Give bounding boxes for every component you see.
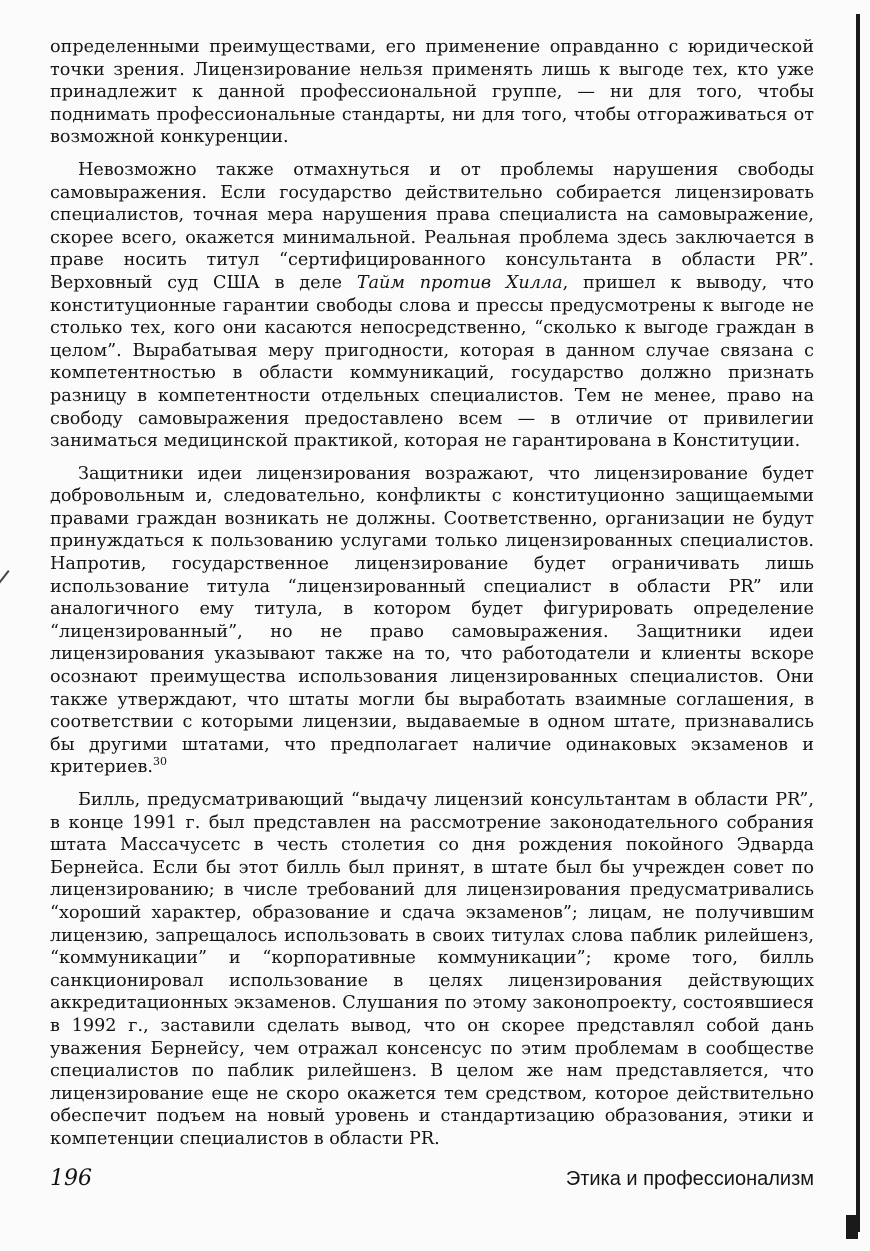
case-name-italic: Тайм против Хилла bbox=[356, 272, 563, 293]
footnote-marker: 30 bbox=[153, 755, 168, 769]
running-title: Этика и профессионализм bbox=[565, 1168, 814, 1190]
page-footer bbox=[50, 1166, 814, 1196]
paragraph-2 bbox=[50, 159, 814, 453]
margin-pencil-mark bbox=[0, 570, 10, 603]
paragraph-4: Билль, предусматривающий “выдачу лицензий консультантам в области PR”, в конце 1991 г. был представлен на рассмотрение законодательного собрания штата Массачусетс в честь столетия со дня рождения покойного Эдварда Бернейса. Если бы этот билль был принят, в штате был бы учрежден совет по лицензированию; в числе требований для лицензирования предусматривались “хороший характер, образование и сдача экзаменов”; лицам, не получившим лицензию, запрещалось использовать в своих титулах слова паблик рилейшенз, “коммуникации” и “корпоративные коммуникации”; кроме того, билль санкционировал использование в целях лицензирования действующих аккредитационных экзаменов. Слушания по этому законопроекту, состоявшиеся в 1992 г., заставили сделать вывод, что он скорее представлял собой дань уважения Бернейсу, чем отражал консенсус по этим проблемам в сообществе специалистов по паблик рилейшенз. В целом же нам представляется, что лицензирование еще не скоро окажется тем средством, которое действительно обеспечит подъем на новый уровень и стандартизацию образования, этики и компетенции специалистов в области PR. bbox=[50, 790, 814, 1149]
body-text bbox=[50, 36, 814, 1161]
paragraph-1: определенными преимуществами, его применение оправданно с юридической точки зрения. Лицензирование нельзя применять лишь к выгоде тех, кто уже принадлежит к данной профессиональной группе, — ни для того, чтобы поднимать профессиональные стандарты, ни для того, чтобы отгораживаться от возможной конкуренции. bbox=[50, 37, 814, 148]
paragraph-3 bbox=[50, 463, 814, 779]
paragraph-3-text: Защитники идеи лицензирования возражают, что лицензирование будет добровольным и, следовательно, конфликты с конституционно защищаемыми правами граждан возникать не должны. Соответственно, организации не будут принуждаться к пользованию услугами только лицензированных специалистов. Напротив, государственное лицензирование будет ограничивать лишь использование титула “лицензированный специалист в области PR” или аналогичного ему титула, в котором будет фигурировать определение “лицензированный”, но не право самовыражения. Защитники идеи лицензирования указывают также на то, что работодатели и клиенты вскоре осознают преимущества использования лицензированных специалистов. Они также утверждают, что штаты могли бы выработать взаимные соглашения, в соответствии с которыми лицензии, выдаваемые в одном штате, признавались бы другими штатами, что предполагает наличие одинаковых экзаменов и критериев. bbox=[50, 463, 814, 778]
page-number: 196 bbox=[50, 1166, 92, 1191]
paragraph-2-start: Невозможно также отмахнуться и от проблемы нарушения свободы самовыражения. Если государство действительно собирается лицензировать специалистов, точная мера нарушения права специалиста на самовыражение, скорее всего, окажется минимальной. Реальная проблема здесь заключается в праве носить титул “сертифицированного консультанта в области PR”. Верховный суд США в деле bbox=[50, 159, 814, 293]
scan-corner-mark bbox=[846, 1215, 858, 1239]
paragraph-2-end: , пришел к выводу, что конституционные гарантии свободы слова и прессы предусмотрены к выгоде не столько тех, кого они касаются непосредственно, “сколько к выгоде граждан в целом”. Вырабатывая меру пригодности, которая в данном случае связана с компетентностью в области коммуникаций, государство должно признать разницу в компетентности отдельных специалистов. Тем не менее, право на свободу самовыражения предоставлено всем — в отличие от привилегии заниматься медицинской практикой, которая не гарантирована в Конституции. bbox=[50, 272, 814, 452]
scan-edge-rule bbox=[856, 14, 860, 1232]
